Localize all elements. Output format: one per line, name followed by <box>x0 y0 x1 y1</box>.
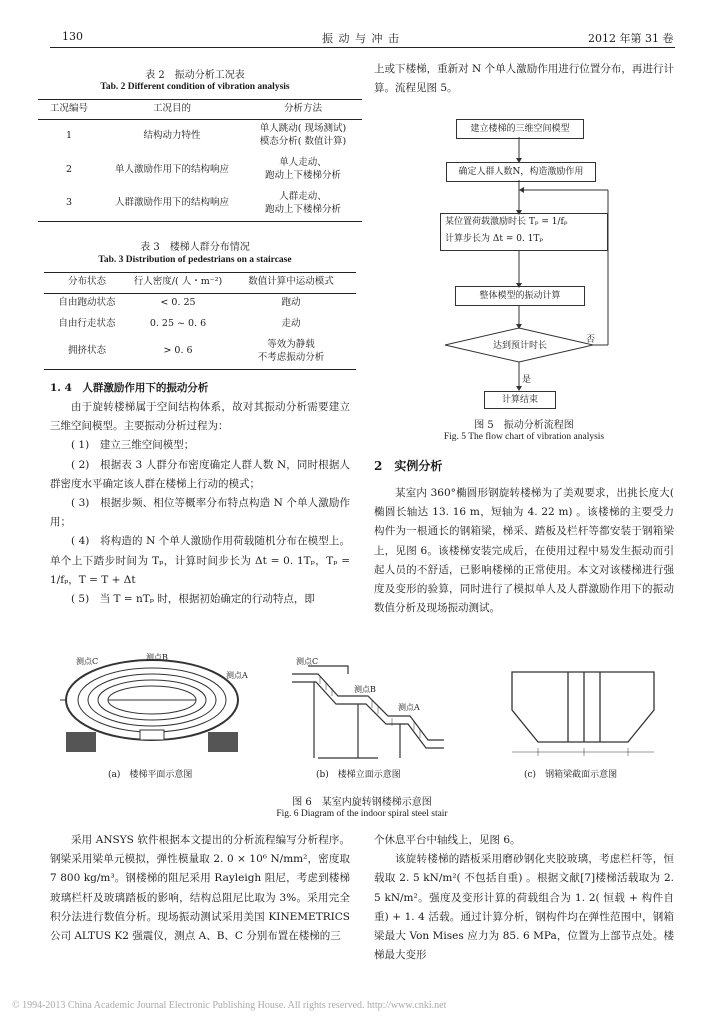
table-row <box>38 153 362 187</box>
table2-cell-line: 人群走动、 <box>279 190 327 202</box>
table2-cell: 人群激励作用下的结构响应 <box>114 197 229 209</box>
journal-title: 振 动 与 冲 击 <box>322 32 400 45</box>
table3-cell <box>226 335 356 369</box>
table3-caption: 表 3 楼梯人群分布情况 <box>140 242 250 253</box>
figure6-caption-en: Fig. 6 Diagram of the indoor spiral steel stair <box>276 809 448 819</box>
right-top-text: 上或下楼梯，重新对 N 个单人激励作用进行位置分布，再进行计算。流程见图 5。 <box>374 63 674 95</box>
paragraph: ( 3) 根据步频、相位等概率分布特点构造 N 个单人激励作用； <box>50 497 350 529</box>
flow-box-crowd: 确定人群人数N，构造激励作用 <box>446 162 596 182</box>
table3-cell: > 0. 6 <box>163 345 193 357</box>
table3-cell-line: 不考虑振动分析 <box>257 351 325 363</box>
flow-yes-label: 是 <box>522 375 532 385</box>
table2-cell: 3 <box>65 197 73 209</box>
table-row <box>38 187 362 221</box>
table3-cell: 跑动 <box>281 297 301 309</box>
page-number: 130 <box>62 30 83 43</box>
table-row <box>44 314 356 335</box>
figure5-caption: 图 5 振动分析流程图 <box>474 420 574 431</box>
point-b-label-b: 测点B <box>354 685 376 694</box>
point-c-label-a: 测点C <box>76 657 99 666</box>
table3-cell: < 0. 25 <box>160 297 196 309</box>
copyright-footer: © 1994-2013 China Academic Journal Electronic Publishing House. All rights reserved. http://www.cnki.net <box>12 1000 447 1011</box>
table2-header-id: 工况编号 <box>49 102 88 114</box>
table2-caption-en: Tab. 2 Different condition of vibration analysis <box>100 82 290 92</box>
table3-header-state: 分布状态 <box>67 276 106 288</box>
table2-cell: 2 <box>65 163 73 175</box>
table2-cell-line: 跑动上下楼梯分析 <box>264 203 341 215</box>
flow-box-timestep-line1: 某位置荷载激励时长 Tₚ = 1/fₚ <box>445 217 568 227</box>
table2 <box>38 100 362 222</box>
table-row <box>44 335 356 369</box>
figure6b-elevation-drawing <box>288 656 448 762</box>
table3-cell: 自由跑动状态 <box>58 297 116 309</box>
table2-cell-line: 单人跳动( 现场测试) <box>259 123 347 135</box>
table2-cell <box>244 187 362 221</box>
table3-cell: 拥挤状态 <box>67 345 106 357</box>
table2-caption: 表 2 振动分析工况表 <box>145 70 245 81</box>
table2-header-purpose: 工况目的 <box>152 102 191 114</box>
table3-header-mode: 数值计算中运动模式 <box>248 276 334 288</box>
flow-box-end: 计算结束 <box>484 391 556 409</box>
bottom-left-text: 采用 ANSYS 软件根据本文提出的分析流程编写分析程序。钢梁采用梁单元模拟，弹性模量取 2. 0 × 10⁶ N/mm²，密度取 7 800 kg/m³。钢楼梯的阻尼采用 Rayleigh 阻尼，考虑到楼梯玻璃栏杆及玻璃踏板的影响，结构总阻尼比取为 3%。采用完全积分法进行数值分析。现场振动测试采用美国 KINEMETRICS 公司 ALTUS K2 强震仪，测点 A、B、C 分别布置在楼梯的三 <box>50 834 350 943</box>
figure6c-section-drawing <box>508 664 658 758</box>
bottom-right-text <box>374 831 674 965</box>
table3-caption-en: Tab. 3 Distribution of pedestrians on a staircase <box>98 255 292 265</box>
point-b-label-a: 测点B <box>146 653 168 662</box>
paragraph: ( 2) 根据表 3 人群分布密度确定人群人数 N，同时根据人群密度水平确定该人群在楼梯上行动的模式； <box>50 458 350 490</box>
table-row <box>38 119 362 153</box>
flow-box-vibration: 整体模型的振动计算 <box>455 286 585 306</box>
table3-cell: 走动 <box>281 318 301 330</box>
paragraph: 个休息平台中轴线上，见图 6。 <box>374 834 521 846</box>
paragraph: ( 1) 建立三维空间模型； <box>71 439 195 452</box>
header-rule <box>50 47 675 48</box>
table3-header-density: 行人密度/( 人・m⁻²) <box>133 276 223 288</box>
figure6a-caption: (a) 楼梯平面示意图 <box>108 770 193 780</box>
flow-box-timestep-line2: 计算步长为 Δt = 0. 1Tₚ <box>445 234 544 244</box>
flow-no-label: 否 <box>586 335 596 345</box>
table3 <box>44 273 356 370</box>
table2-cell: 单人激励作用下的结构响应 <box>114 163 229 175</box>
table2-cell-line: 单人走动、 <box>279 157 327 169</box>
table2-cell-line: 跑动上下楼梯分析 <box>264 170 341 181</box>
paragraph: 该旋转楼梯的踏板采用磨砂钢化夹胶玻璃，考虑栏杆等，恒载取 2. 5 kN/m²( 不包括自重) 。根据文献[7]楼梯活载取为 2. 5 kN/m²。强度及变形计算的荷载组合为 1. 2( 恒载 + 构件自重) + 1. 4 活载。通过计算分析，钢构件均在弹性范围中，钢箱梁最大 Von Mises 应力为 85. 6 MPa，位置为上部节点处。楼梯最大变形 <box>374 853 674 962</box>
figure6c-caption: (c) 钢箱梁截面示意图 <box>524 770 618 780</box>
table3-cell: 自由行走状态 <box>58 318 116 330</box>
table3-cell: 0. 25 ~ 0. 6 <box>149 318 207 330</box>
paragraph: ( 5) 当 T = nTₚ 时，根据初始确定的行动特点，即 <box>71 593 315 606</box>
journal-issue: 2012 年第 31 卷 <box>588 32 674 45</box>
point-a-label-b: 测点A <box>398 703 420 712</box>
table2-cell: 1 <box>65 129 73 141</box>
point-c-label-b: 测点C <box>296 657 319 666</box>
table2-cell <box>244 119 362 153</box>
section-2-heading: 2 实例分析 <box>374 459 443 473</box>
paragraph: 由于旋转楼梯属于空间结构体系，故对其振动分析需要建立三维空间模型。主要振动分析过程为： <box>50 401 350 433</box>
figure6b-caption: (b) 楼梯立面示意图 <box>316 770 401 780</box>
right-body-text: 某室内 360°椭圆形钢旋转楼梯为了美观要求，出挑长度大( 椭圆长轴达 13. 16 m，短轴为 4. 22 m) 。该楼梯的主要受力构件为一根通长的钢箱梁，梯采、踏板及栏杆等都安装于钢箱梁上，见图 6。该楼梯安装完成后，在使用过程中易发生振动而引起人员的不舒适，已影响楼梯的正常使用。本文对该楼梯进行强度及变形的验算，同时进行了模拟单人及人群激励作用下的振动数值分析及现场振动测试。 <box>374 487 674 615</box>
figure5-caption-en: Fig. 5 The flow chart of vibration analysis <box>443 432 605 442</box>
flow-box-model: 建立楼梯的三维空间模型 <box>456 119 584 139</box>
flow-decision-text: 达到预计时长 <box>492 341 547 351</box>
table2-cell <box>244 153 362 187</box>
paragraph: ( 4) 将构造的 N 个单人激励作用荷载随机分布在模型上。单个上下踏步时间为 Tₚ，计算时间步长为 Δt = 0. 1Tₚ，Tₚ = 1/fₚ，T = T + Δt <box>50 535 350 586</box>
table2-cell: 结构动力特性 <box>143 129 201 141</box>
table-row <box>44 293 356 314</box>
table3-cell-line: 等效为静载 <box>267 338 315 350</box>
section-1-4-heading: 1. 4 人群激励作用下的振动分析 <box>50 382 209 394</box>
table2-cell-line: 模态分析( 数值计算) <box>259 136 347 148</box>
left-body-text <box>50 398 350 609</box>
figure6a-plan-drawing <box>60 652 250 762</box>
figure6-caption: 图 6 某室内旋转钢楼梯示意图 <box>292 797 432 808</box>
point-a-label-a: 测点A <box>226 671 248 680</box>
table2-header-method: 分析方法 <box>283 102 322 114</box>
